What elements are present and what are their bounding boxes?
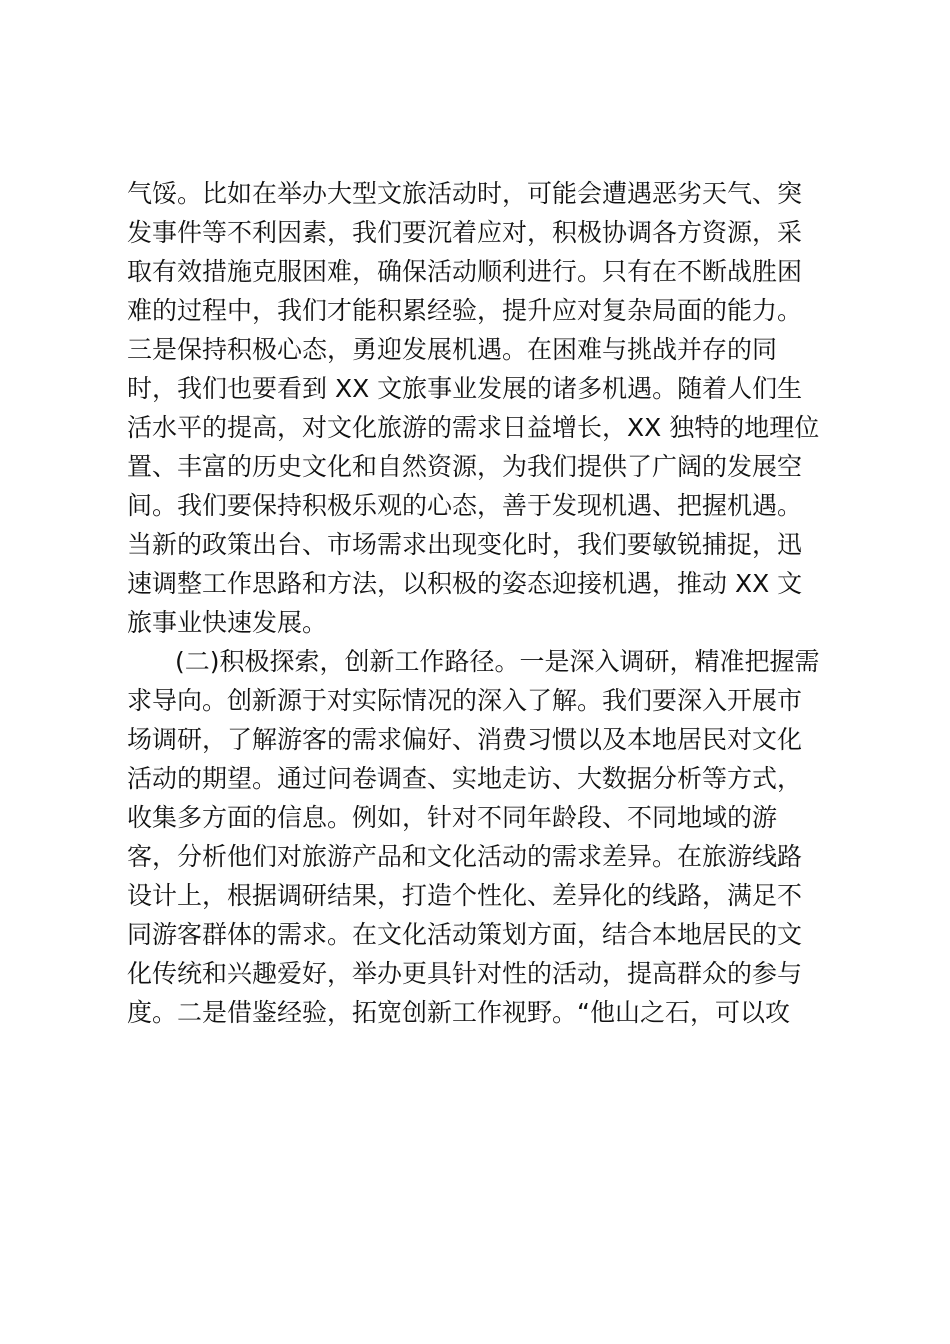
- text-line: 活动的期望。通过问卷调查、实地走访、大数据分析等方式，: [127, 764, 803, 793]
- text-line: 时，我们也要看到 XX 文旅事业发展的诸多机遇。随着人们生: [127, 374, 803, 403]
- text-line: 速调整工作思路和方法，以积极的姿态迎接机遇，推动 XX 文: [127, 569, 803, 598]
- text-line: 化传统和兴趣爱好，举办更具针对性的活动，提高群众的参与: [127, 959, 803, 988]
- text-line: 同游客群体的需求。在文化活动策划方面，结合本地居民的文: [127, 920, 803, 949]
- text-line: 气馁。比如在举办大型文旅活动时，可能会遭遇恶劣天气、突: [127, 179, 803, 208]
- text-line: 设计上，根据调研结果，打造个性化、差异化的线路，满足不: [127, 881, 803, 910]
- text-line: 取有效措施克服困难，确保活动顺利进行。只有在不断战胜困: [127, 257, 803, 286]
- section-heading-line: (二)积极探索，创新工作路径。一是深入调研，精准把握需: [175, 647, 820, 676]
- text-line: 发事件等不利因素，我们要沉着应对，积极协调各方资源，采: [127, 218, 803, 247]
- text-line: 求导向。创新源于对实际情况的深入了解。我们要深入开展市: [127, 686, 803, 715]
- text-line: 三是保持积极心态，勇迎发展机遇。在困难与挑战并存的同: [127, 335, 778, 364]
- text-line: 当新的政策出台、市场需求出现变化时，我们要敏锐捕捉，迅: [127, 530, 803, 559]
- text-line: 活水平的提高，对文化旅游的需求日益增长，XX 独特的地理位: [127, 413, 820, 442]
- text-line: 度。二是借鉴经验，拓宽创新工作视野。“他山之石，可以攻: [127, 998, 790, 1027]
- text-line: 客，分析他们对旅游产品和文化活动的需求差异。在旅游线路: [127, 842, 803, 871]
- text-line: 收集多方面的信息。例如，针对不同年龄段、不同地域的游: [127, 803, 778, 832]
- text-line: 场调研，了解游客的需求偏好、消费习惯以及本地居民对文化: [127, 725, 803, 754]
- text-line: 置、丰富的历史文化和自然资源，为我们提供了广阔的发展空: [127, 452, 803, 481]
- text-line: 难的过程中，我们才能积累经验，提升应对复杂局面的能力。: [127, 296, 803, 325]
- body-text: [127, 174, 847, 1032]
- text-line: 间。我们要保持积极乐观的心态，善于发现机遇、把握机遇。: [127, 491, 803, 520]
- text-line: 旅事业快速发展。: [127, 608, 328, 637]
